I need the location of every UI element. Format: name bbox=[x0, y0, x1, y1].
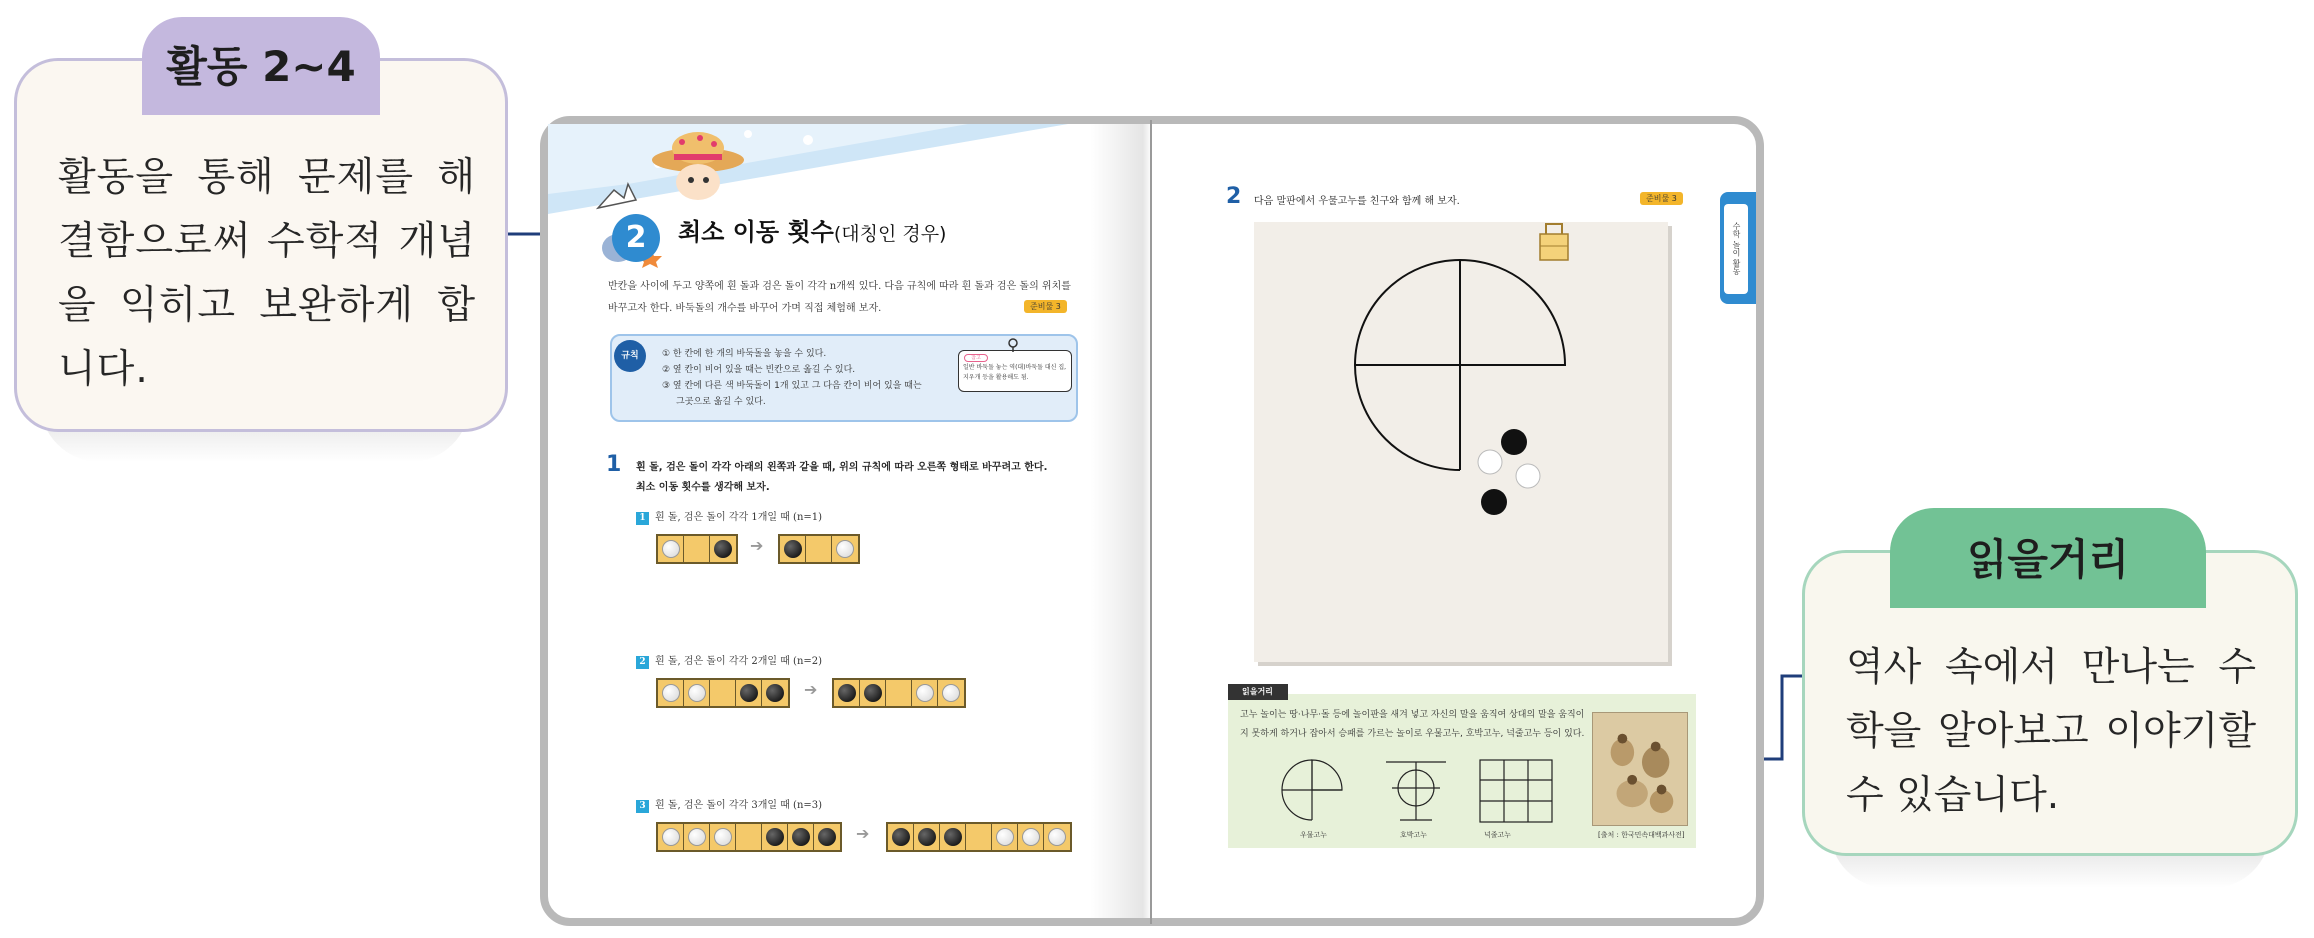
right-callout-text: 역사 속에서 만나는 수학을 알아보고 이야기할 수 있습니다. bbox=[1846, 645, 2256, 818]
arrow-right-icon: ➔ bbox=[804, 680, 818, 699]
question-1-line-1: 흰 돌, 검은 돌이 각각 아래의 왼쪽과 같을 때, 위의 규칙에 따라 오른쪽 형태로 바꾸려고 한다. bbox=[636, 462, 1048, 473]
question-2-text: 다음 말판에서 우물고누를 친구와 함께 해 보자. bbox=[1254, 196, 1460, 207]
board-cell bbox=[780, 536, 806, 562]
board-3-from bbox=[656, 822, 842, 852]
black-stone bbox=[838, 684, 856, 702]
white-stone bbox=[714, 828, 732, 846]
black-stone bbox=[944, 828, 962, 846]
neokjul-gonu-diagram bbox=[1480, 760, 1552, 822]
question-2-number: 2 bbox=[1226, 184, 1242, 209]
diagram-label: 호박고누 bbox=[1400, 831, 1428, 839]
rule-line: ① 한 칸에 한 개의 바둑돌을 놓을 수 있다. bbox=[662, 349, 827, 359]
book-spine bbox=[1150, 120, 1152, 924]
board-cell bbox=[658, 824, 684, 850]
board-cell bbox=[710, 680, 736, 706]
reading-box-text: 고누 놀이는 땅·나무·돌 등에 놀이판을 새겨 넣고 자신의 말을 움직여 상대의 말을 움직이지 못하게 하거나 잡아서 승패를 가르는 놀이로 우물고누, 호박고누, 넉줄고누 등이 있다. bbox=[1240, 710, 1585, 739]
black-stone bbox=[892, 828, 910, 846]
sub-question-1-number: 1 bbox=[636, 512, 649, 525]
white-stone bbox=[1022, 828, 1040, 846]
board-cell bbox=[834, 680, 860, 706]
board-cell bbox=[912, 680, 938, 706]
board-cell bbox=[914, 824, 940, 850]
board-cell bbox=[762, 680, 788, 706]
sub-question-3-number: 3 bbox=[636, 800, 649, 813]
board-3-to bbox=[886, 822, 1072, 852]
board-cell bbox=[1044, 824, 1070, 850]
gonu-diagrams bbox=[1276, 756, 1576, 828]
book-spine-shadow bbox=[1090, 124, 1150, 918]
white-stone bbox=[916, 684, 934, 702]
board-cell bbox=[888, 824, 914, 850]
sub-question-1 bbox=[636, 508, 822, 525]
diagram-label: 우물고누 bbox=[1300, 831, 1328, 839]
intro-paragraph: 반칸을 사이에 두고 양쪽에 흰 돌과 검은 돌이 각각 n개씩 있다. 다음 규칙에 따라 흰 돌과 검은 돌의 위치를 바꾸고자 한다. 바둑돌의 개수를 바꾸어 가며 직접 체험해 보자. bbox=[608, 281, 1071, 314]
board-cell bbox=[684, 680, 710, 706]
question-1-line-2: 최소 이동 횟수를 생각해 보자. bbox=[636, 482, 770, 493]
board-cell bbox=[736, 824, 762, 850]
board-2-from bbox=[656, 678, 790, 708]
white-stone bbox=[1048, 828, 1066, 846]
rules-note-tag: 참고 bbox=[964, 354, 988, 362]
white-stone bbox=[688, 828, 706, 846]
board-cell bbox=[684, 824, 710, 850]
board-cell bbox=[938, 680, 964, 706]
rule-line: 그곳으로 옮길 수 있다. bbox=[676, 397, 766, 407]
board-cell bbox=[736, 680, 762, 706]
sub-question-2 bbox=[636, 652, 822, 669]
white-stone bbox=[836, 540, 854, 558]
black-stone bbox=[714, 540, 732, 558]
umul-gonu-board bbox=[1254, 212, 1668, 662]
black-stone bbox=[740, 684, 758, 702]
board-cell bbox=[832, 536, 858, 562]
board-cell bbox=[814, 824, 840, 850]
left-callout-text: 활동을 통해 문제를 해결함으로써 수학적 개념을 익히고 보완하게 합니다. bbox=[58, 155, 476, 392]
board-cell bbox=[886, 680, 912, 706]
chapter-title-main: 최소 이동 횟수 bbox=[678, 218, 834, 246]
board-cell bbox=[788, 824, 814, 850]
reading-box-tag: 읽을거리 bbox=[1228, 684, 1288, 700]
image-source: [출처 : 한국민속대백과사전] bbox=[1598, 831, 1685, 839]
black-stone bbox=[918, 828, 936, 846]
sub-question-1-text: 흰 돌, 검은 돌이 각각 1개일 때 (n=1) bbox=[655, 512, 823, 523]
chapter-title-sub: (대칭인 경우) bbox=[833, 223, 947, 245]
board-cell bbox=[966, 824, 992, 850]
board-cell bbox=[1018, 824, 1044, 850]
board-cell bbox=[710, 824, 736, 850]
board-cell bbox=[658, 680, 684, 706]
sub-question-2-number: 2 bbox=[636, 656, 649, 669]
chapter-title bbox=[678, 212, 946, 247]
black-stone bbox=[766, 684, 784, 702]
arrow-right-icon: ➔ bbox=[856, 824, 870, 843]
board-cell bbox=[860, 680, 886, 706]
sub-question-3-text: 흰 돌, 검은 돌이 각각 3개일 때 (n=3) bbox=[655, 800, 823, 811]
board-2-to bbox=[832, 678, 966, 708]
black-stone bbox=[766, 828, 784, 846]
board-cell bbox=[940, 824, 966, 850]
question-1-number: 1 bbox=[606, 452, 622, 477]
intro-materials-badge: 준비물 3 bbox=[1024, 300, 1067, 313]
side-section-tab-label: 수학 놀이 활동 bbox=[1724, 204, 1748, 294]
sub-question-3 bbox=[636, 796, 822, 813]
board-cell bbox=[684, 536, 710, 562]
rules-note: 일반 바둑돌 놓는 역(대)바둑돌 대신 집, 지우개 등을 활용해도 됨. bbox=[958, 350, 1072, 392]
board-cell bbox=[992, 824, 1018, 850]
question-2-materials-badge: 준비물 3 bbox=[1640, 192, 1683, 205]
chapter-number-badge: 2 bbox=[612, 214, 660, 262]
rule-line: ② 옆 칸이 비어 있을 때는 빈칸으로 옮길 수 있다. bbox=[662, 365, 856, 375]
diagram-label: 넉줄고누 bbox=[1484, 831, 1512, 839]
board-cell bbox=[658, 536, 684, 562]
white-stone bbox=[942, 684, 960, 702]
umul-gonu-diagram bbox=[1282, 760, 1342, 820]
arrow-right-icon: ➔ bbox=[750, 536, 764, 555]
black-stone bbox=[784, 540, 802, 558]
white-stone bbox=[662, 828, 680, 846]
rules-icon: 규칙 bbox=[614, 340, 646, 372]
sub-question-2-text: 흰 돌, 검은 돌이 각각 2개일 때 (n=2) bbox=[655, 656, 823, 667]
black-stone bbox=[864, 684, 882, 702]
hobak-gonu-diagram bbox=[1386, 762, 1446, 820]
board-cell bbox=[710, 536, 736, 562]
black-stone bbox=[818, 828, 836, 846]
board-1-to bbox=[778, 534, 860, 564]
board-1-from bbox=[656, 534, 738, 564]
white-stone bbox=[662, 540, 680, 558]
black-stone bbox=[792, 828, 810, 846]
historical-painting-image bbox=[1592, 712, 1688, 826]
pushpin-icon bbox=[1006, 338, 1020, 352]
white-stone bbox=[662, 684, 680, 702]
board-cell bbox=[806, 536, 832, 562]
left-callout-tab: 활동 2~4 bbox=[142, 17, 380, 115]
white-stone bbox=[688, 684, 706, 702]
white-stone bbox=[996, 828, 1014, 846]
rule-line: ③ 옆 칸에 다른 색 바둑돌이 1개 있고 그 다음 칸이 비어 있을 때는 bbox=[662, 381, 922, 391]
right-callout-tab: 읽을거리 bbox=[1890, 508, 2206, 608]
board-cell bbox=[762, 824, 788, 850]
